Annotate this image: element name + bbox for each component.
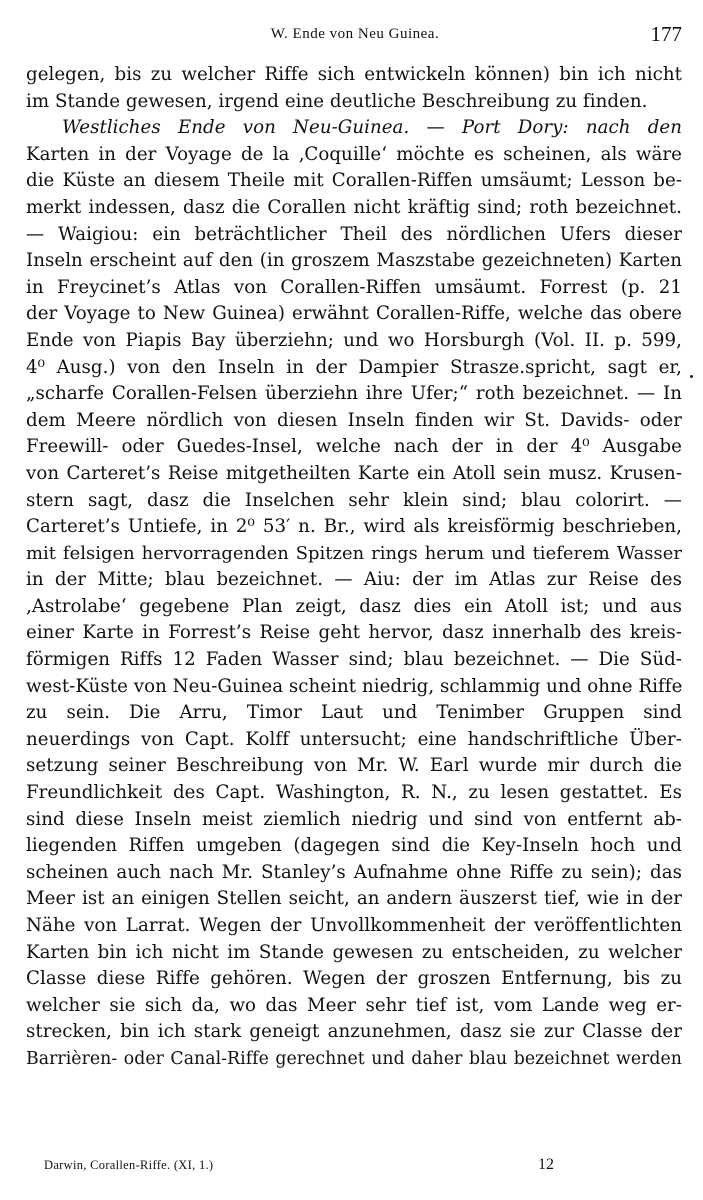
text-line: ‚Astrolabe‘ gegebene Plan zeigt, dasz dies ein Atoll ist; und aus xyxy=(26,595,682,617)
margin-mark xyxy=(690,375,693,378)
text-line: im Stande gewesen, irgend eine deutliche Beschreibung zu finden. xyxy=(26,90,648,112)
running-head xyxy=(26,20,684,50)
text-line: liegenden Riffen umgeben (dagegen sind die Key-Inseln hoch und xyxy=(26,835,682,857)
text-line: Freewill- oder Guedes-Insel, welche nach der in der 4⁰ Ausgabe xyxy=(26,436,682,458)
text-line: neuerdings von Capt. Kolff untersucht; eine handschriftliche Über- xyxy=(26,728,682,750)
printer-signature: Darwin, Corallen-Riffe. (XI, 1.) xyxy=(44,1158,214,1172)
text-line: Classe diese Riffe gehören. Wegen der groszen Entfernung, bis zu xyxy=(26,968,682,990)
text-line: gelegen, bis zu welcher Riffe sich entwickeln können) bin ich nicht xyxy=(26,64,682,85)
text-line: die Küste an diesem Theile mit Corallen-Riffen umsäumt; Lesson be- xyxy=(26,170,682,192)
text-line: dem Meere nördlich von diesen Inseln finden wir St. Davids- oder xyxy=(26,409,682,431)
text-line: welcher sie sich da, wo das Meer sehr tief ist, vom Lande weg er- xyxy=(26,994,682,1016)
text-line: setzung seiner Beschreibung von Mr. W. Earl wurde mir durch die xyxy=(26,755,682,777)
text-line: förmigen Riffs 12 Faden Wasser sind; blau bezeichnet. — Die Süd- xyxy=(26,649,682,671)
text-line: west-Küste von Neu-Guinea scheint niedrig, schlammig und ohne Riffe xyxy=(26,675,683,697)
text-line: mit felsigen hervorragenden Spitzen rings herum und tieferem Wasser xyxy=(26,542,682,564)
body-text xyxy=(26,62,682,1073)
text-line: Barrièren- oder Canal-Riffe gerechnet und daher blau bezeichnet werden xyxy=(26,1048,682,1069)
page-number: 177 xyxy=(650,22,682,46)
text-line: scheinen auch nach Mr. Stanley’s Aufnahme ohne Riffe zu sein); das xyxy=(26,861,682,883)
text-line: stern sagt, dasz die Inselchen sehr klein sind; blau colorirt. — xyxy=(26,489,682,511)
text-line: Karten in der Voyage de la ‚Coquille‘ möchte es scheinen, als wäre xyxy=(26,143,682,165)
text-line: sind diese Inseln meist ziemlich niedrig und sind von entfernt ab- xyxy=(26,808,682,830)
text-line: 4⁰ Ausg.) von den Inseln in der Dampier Strasze.spricht, sagt er, xyxy=(26,356,682,378)
text-line: der Voyage to New Guinea) erwähnt Corallen-Riffe, welche das obere xyxy=(26,303,682,325)
text-line: in der Mitte; blau bezeichnet. — Aiu: der im Atlas zur Reise des xyxy=(26,569,682,591)
text-line: strecken, bin ich stark geneigt anzunehmen, dasz sie zur Classe der xyxy=(26,1021,682,1043)
text-line: Westliches Ende von Neu-Guinea. — Port Dory: nach den xyxy=(62,117,682,139)
text-line: Inseln erscheint auf den (in groszem Maszstabe gezeichneten) Karten xyxy=(26,250,682,272)
text-line: — Waigiou: ein beträchtlicher Theil des nördlichen Ufers dieser xyxy=(26,223,682,245)
text-line: einer Karte in Forrest’s Reise geht hervor, dasz innerhalb des kreis- xyxy=(26,622,682,644)
text-line: merkt indessen, dasz die Corallen nicht kräftig sind; roth bezeichnet. xyxy=(26,196,682,218)
text-line: Nähe von Larrat. Wegen der Unvollkommenheit der veröffentlichten xyxy=(26,915,682,936)
text-line: Meer ist an einigen Stellen seicht, an andern äuszerst tief, wie in der xyxy=(26,888,682,910)
text-line: Carteret’s Untiefe, in 2⁰ 53′ n. Br., wird als kreisförmig beschrieben, xyxy=(26,516,682,538)
text-line: in Freycinet’s Atlas von Corallen-Riffen umsäumt. Forrest (p. 21 xyxy=(26,276,682,298)
text-line: „scharfe Corallen-Felsen überziehn ihre Ufer;“ roth bezeichnet. — In xyxy=(26,383,682,405)
text-line: Karten bin ich nicht im Stande gewesen zu entscheiden, zu welcher xyxy=(26,941,682,963)
sheet-number: 12 xyxy=(538,1156,554,1173)
text-line: Freundlichkeit des Capt. Washington, R. N., zu lesen gestattet. Es xyxy=(26,782,682,804)
text-line: Ende von Piapis Bay überziehn; und wo Horsburgh (Vol. II. p. 599, xyxy=(26,329,682,351)
text-line: zu sein. Die Arru, Timor Laut und Tenimber Gruppen sind xyxy=(26,702,682,724)
running-title: W. Ende von Neu Guinea. xyxy=(270,26,440,42)
page-footer xyxy=(44,1156,684,1180)
text-line: von Carteret’s Reise mitgetheilten Karte ein Atoll sein musz. Krusen- xyxy=(26,462,682,484)
